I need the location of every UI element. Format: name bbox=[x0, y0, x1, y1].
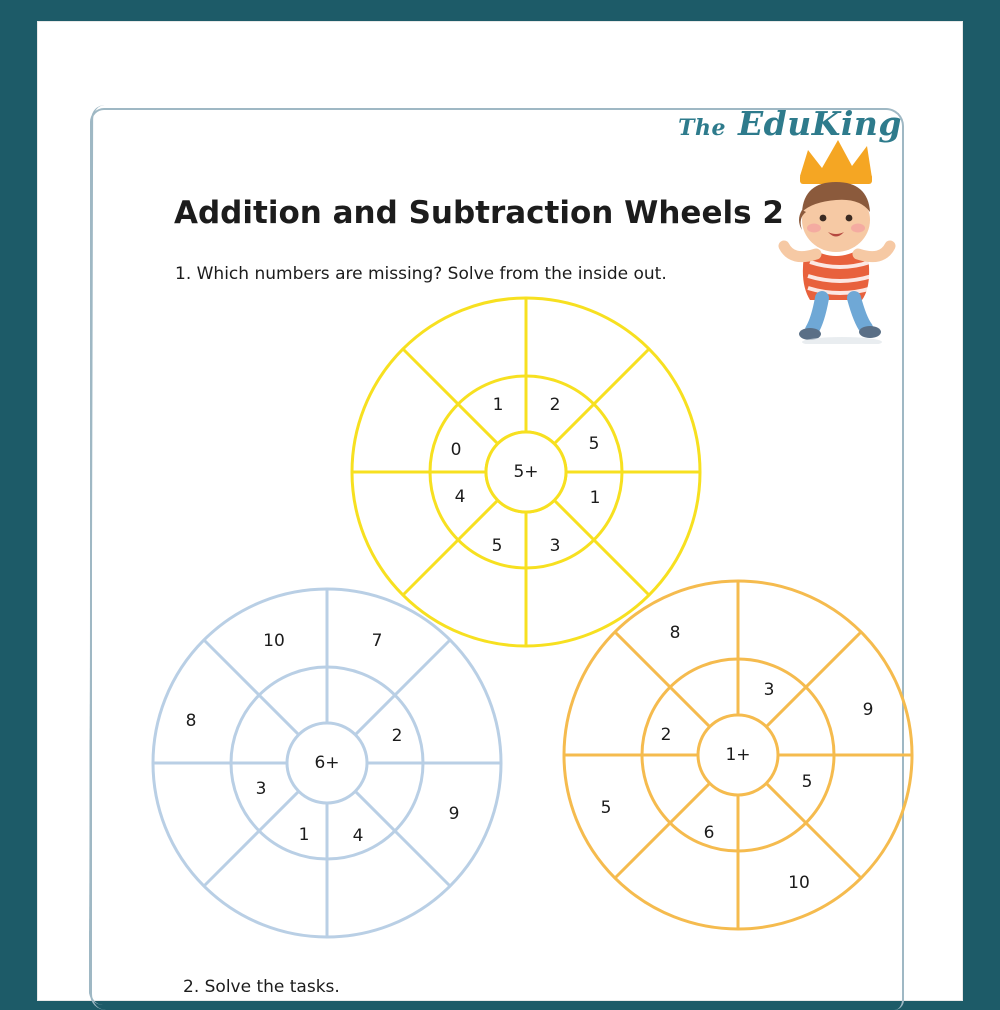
crown-icon bbox=[800, 140, 872, 184]
task-2-instruction: 2. Solve the tasks. bbox=[183, 977, 340, 997]
wheel-yellow-number: 5 bbox=[588, 434, 600, 454]
logo-text bbox=[678, 104, 902, 143]
wheel-blue-number: 7 bbox=[371, 631, 383, 651]
wheel-blue-number: 8 bbox=[185, 711, 197, 731]
wheel-yellow-number: 0 bbox=[450, 440, 462, 460]
wheel-yellow-number: 2 bbox=[549, 395, 561, 415]
wheel-orange-number: 3 bbox=[763, 680, 775, 700]
wheel-yellow-center: 5+ bbox=[513, 462, 539, 482]
wheel-orange-number: 9 bbox=[862, 700, 874, 720]
worksheet-page bbox=[38, 22, 962, 1000]
page-title: Addition and Subtraction Wheels 2 bbox=[174, 194, 784, 231]
wheel-orange-center: 1+ bbox=[725, 745, 751, 765]
wheel-yellow-number: 1 bbox=[492, 395, 504, 415]
wheel-yellow-number: 3 bbox=[549, 536, 561, 556]
wheel-blue-number: 10 bbox=[263, 631, 285, 651]
wheel-orange-number: 2 bbox=[660, 725, 672, 745]
wheel-orange-number: 5 bbox=[801, 772, 813, 792]
wheel-blue-center: 6+ bbox=[314, 753, 340, 773]
wheel-yellow-number: 5 bbox=[491, 536, 503, 556]
wheel-blue-number: 3 bbox=[255, 779, 267, 799]
wheel-orange-number: 5 bbox=[600, 798, 612, 818]
boy-character bbox=[784, 182, 890, 344]
logo-the: The bbox=[678, 115, 726, 141]
wheel-yellow-number: 1 bbox=[589, 488, 601, 508]
logo-name: EduKing bbox=[737, 104, 902, 143]
task-1-instruction: 1. Which numbers are missing? Solve from the inside out. bbox=[175, 264, 667, 284]
wheel-orange-number: 10 bbox=[788, 873, 810, 893]
wheel-orange-number: 6 bbox=[703, 823, 715, 843]
wheel-orange-number: 8 bbox=[669, 623, 681, 643]
wheel-blue-number: 1 bbox=[298, 825, 310, 845]
wheel-yellow-number: 4 bbox=[454, 487, 466, 507]
wheel-blue-number: 4 bbox=[352, 826, 364, 846]
wheel-blue-number: 9 bbox=[448, 804, 460, 824]
wheel-blue-number: 2 bbox=[391, 726, 403, 746]
